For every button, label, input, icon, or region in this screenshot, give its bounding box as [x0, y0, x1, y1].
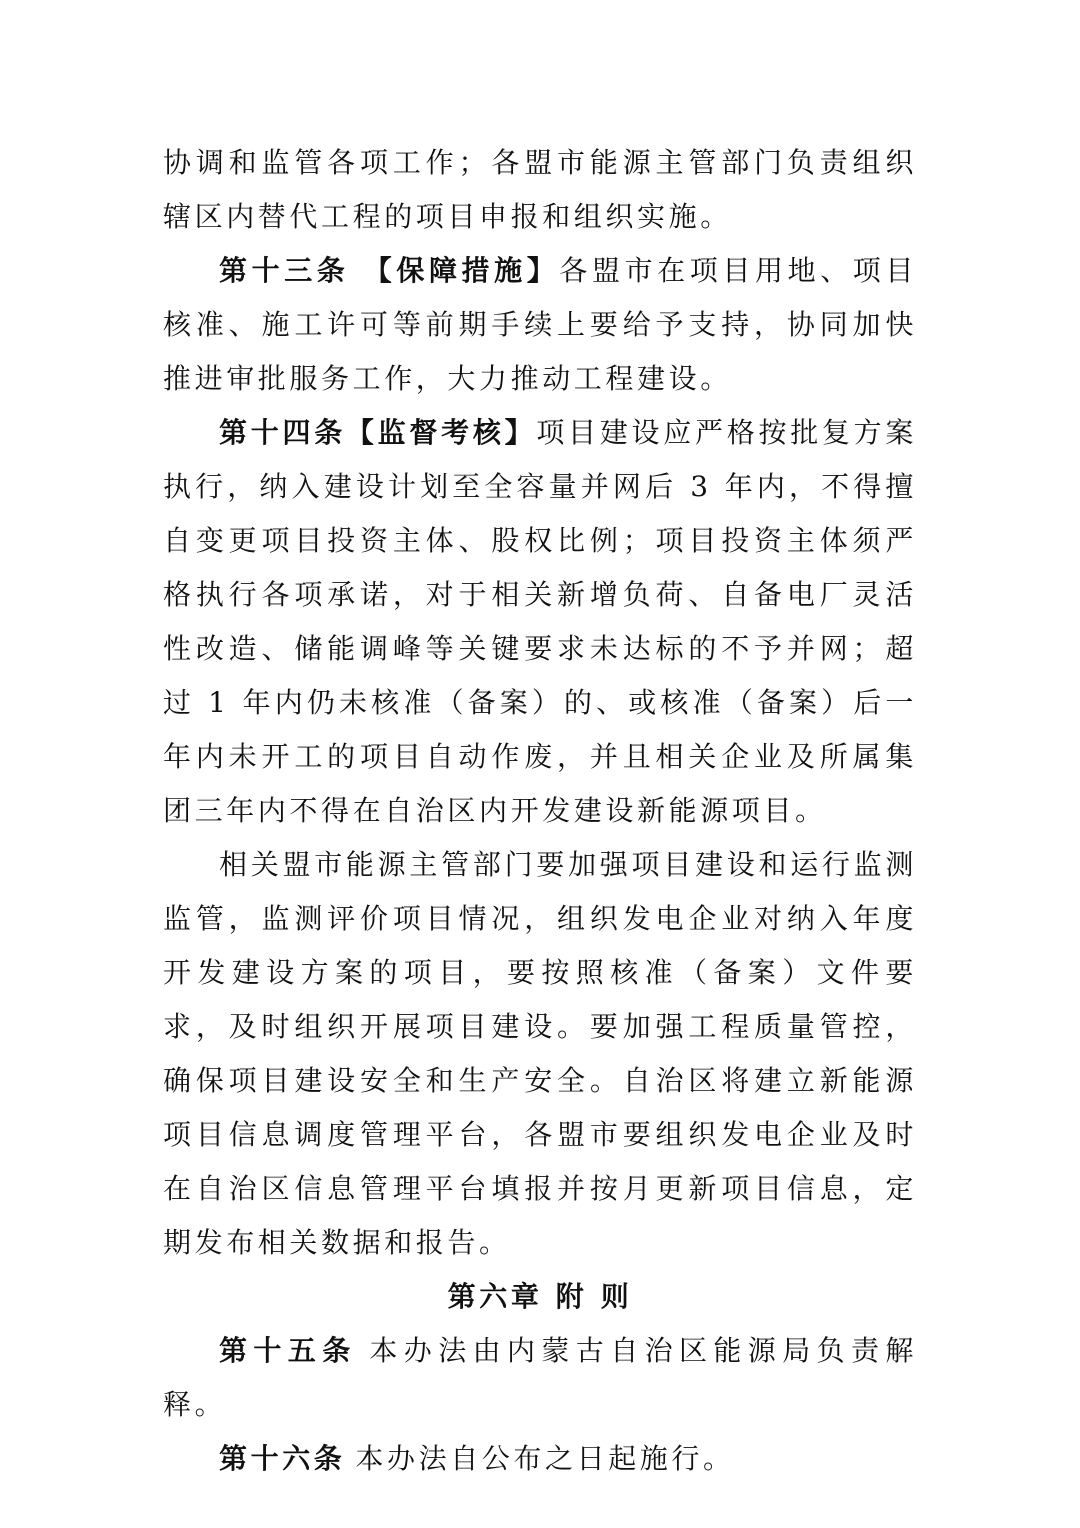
paragraph-continuation	[163, 136, 917, 244]
article-16-text: 本办法自公布之日起施行。	[355, 1442, 735, 1475]
document-body	[163, 136, 917, 1486]
article-14-text: 项目建设应严格按批复方案执行，纳入建设计划至全容量并网后 3 年内，不得擅自变更项目投资主体、股权比例；项目投资主体须严格执行各项承诺，对于相关新增负荷、自备电厂灵活性改造、储能调峰等关键要求未达标的不予并网；超过 1 年内仍未核准（备案）的、或核准（备案）后一年内未开工的项目自动作废，并且相关企业及所属集团三年内不得在自治区内开发建设新能源项目。	[163, 416, 917, 827]
article-13	[163, 244, 917, 406]
article-14-heading: 第十四条【监督考核】	[219, 416, 537, 449]
article-13-heading: 第十三条 【保障措施】	[219, 254, 560, 287]
paragraph-text: 协调和监管各项工作；各盟市能源主管部门负责组织辖区内替代工程的项目申报和组织实施。	[163, 146, 917, 233]
article-14	[163, 406, 917, 838]
paragraph-text: 相关盟市能源主管部门要加强项目建设和运行监测监管，监测评价项目情况，组织发电企业对纳入年度开发建设方案的项目，要按照核准（备案）文件要求，及时组织开展项目建设。要加强工程质量管控，确保项目建设安全和生产安全。自治区将建立新能源项目信息调度管理平台，各盟市要组织发电企业及时在自治区信息管理平台填报并按月更新项目信息，定期发布相关数据和报告。	[163, 848, 917, 1259]
paragraph-monitoring	[163, 838, 917, 1270]
article-15-heading: 第十五条	[219, 1334, 357, 1367]
article-13-text: 各盟市在项目用地、项目核准、施工许可等前期手续上要给予支持，协同加快推进审批服务工作，大力推动工程建设。	[163, 254, 917, 395]
article-16	[163, 1432, 917, 1486]
chapter-6-title: 第六章 附 则	[447, 1280, 633, 1313]
article-15	[163, 1324, 917, 1432]
article-15-text: 本办法由内蒙古自治区能源局负责解释。	[163, 1334, 917, 1421]
article-16-heading: 第十六条	[219, 1442, 346, 1475]
